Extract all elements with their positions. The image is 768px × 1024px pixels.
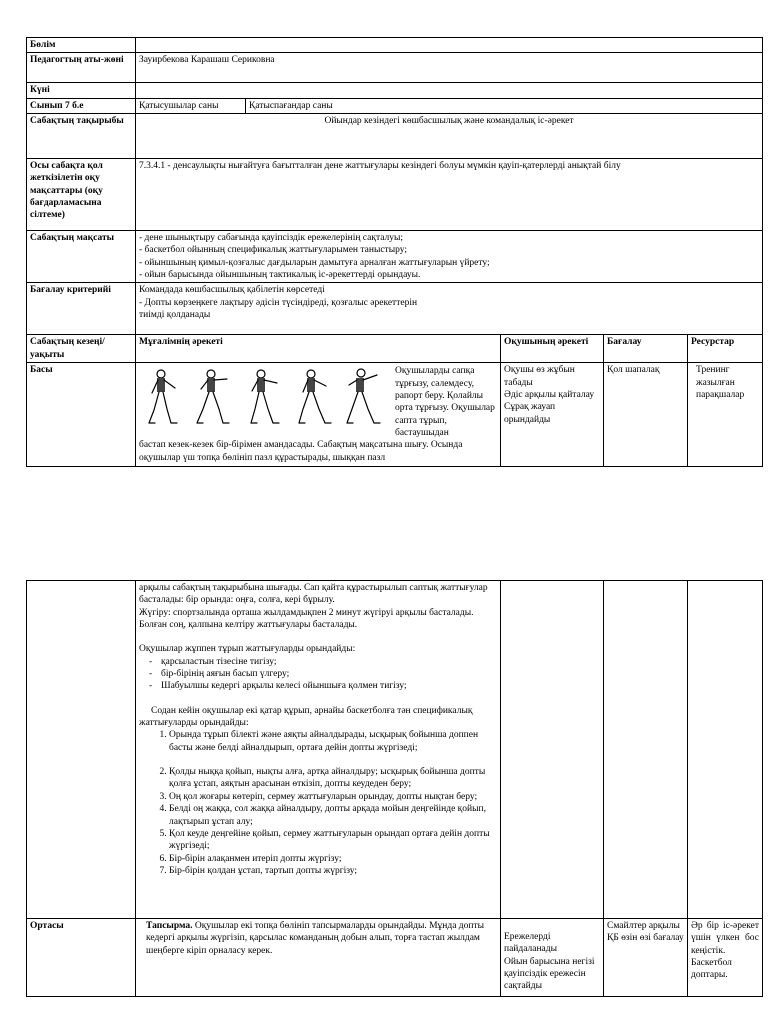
list-item: 6. Бір-бірін алақанмен итеріп допты жүргізу;: [169, 853, 497, 865]
goal-line: - ойын барысында ойыншының тактикалық іс-әрекеттерді орындауы.: [139, 270, 421, 281]
list-item: 4. Белді оң жаққа, сол жаққа айналдыру, допты арқада мойын деңгейінде қойып, лақтырып ұстап алу;: [169, 803, 497, 828]
goal-line: - баскетбол ойынның спецификалық жаттығуларымен таныстыру;: [139, 245, 407, 256]
specific-exercises-list: [139, 729, 497, 877]
header-student-action: Оқушының әрекеті: [501, 335, 604, 363]
continued-paragraph: арқылы сабақтың тақырыбына шығады. Сап қайта құрастырылып саптық жаттығулар басталады: бір орында: оңға, солға, кері бұрылу.: [139, 583, 488, 606]
middle-student-action: [501, 919, 604, 997]
stage-middle-label: Ортасы: [27, 919, 136, 997]
warmup-figures-illustration: [139, 365, 389, 431]
list-item: - Шабуылшы кедергі арқылы келесі ойыншыға қолмен тигізу;: [161, 680, 497, 692]
student-action-line: Ережелерді пайдаланады: [504, 932, 557, 955]
lesson-plan-table-top: [26, 37, 763, 467]
assessment-criteria: [136, 283, 763, 335]
criteria-line: - Допты көрзеңкеге лақтыру әдісін түсіндіреді, қозғалыс әрекеттерін: [139, 297, 418, 308]
list-item: 1. Орында тұрып білекті және аяқты айналдырады, ысқырық бойынша доппен басты және белді айналдырып, ортаға дейін допты жүргізеді;: [169, 729, 497, 754]
goal-line: - ойыншының қимыл-қозғалыс дағдыларын дамытуға арналған жаттығуларын үйрету;: [139, 257, 490, 268]
topic-label: Сабақтың тақырыбы: [27, 114, 136, 159]
lesson-plan-table-bottom: [26, 580, 763, 997]
start-teacher-action: [136, 363, 501, 467]
start-assessment: Қол шапалақ: [604, 363, 688, 467]
continued-teacher-action: [136, 581, 501, 919]
class-label: Сынып 7 б.е: [27, 98, 136, 113]
start-student-action: [501, 363, 604, 467]
header-stage: Сабақтың кезеңі/ уақыты: [27, 335, 136, 363]
teacher-name: Зауирбекова Карашаш Сериковна: [136, 53, 763, 83]
list-item: 2. Қолды ныққа қойып, нықты алға, артқа айналдыру; ысқырық бойынша допты қолға ұстап, аяқтын арасынан өткізіп, допты кеудеден беру;: [169, 766, 497, 791]
start-bottom-text: бастап кезек-кезек бір-бірімен амандасады. Сабақтың мақсатына шығу. Осында оқушылар үш топқа бөлініп пазл құрастырады, шыққан пазл: [139, 440, 463, 463]
section-value: [136, 38, 763, 53]
list-item: 3. Оң қол жоғары көтеріп, сермеу жаттығуларын орындау, допты нықтан беру;: [169, 791, 497, 803]
criteria-line: тиімді қолданады: [139, 310, 211, 321]
student-action-line: Әдіс арқылы қайталау: [504, 390, 595, 401]
continued-stage-cell: [27, 581, 136, 919]
list-item: 7. Бір-бірін қолдан ұстап, тартып допты жүргізу;: [169, 865, 497, 877]
list-item: - бір-бірінің аяғын басып үлгеру;: [161, 668, 497, 680]
criteria-label: Бағалау критерийі: [27, 283, 136, 335]
start-resources: Тренинг жазылған парақшалар: [688, 363, 763, 467]
criteria-line: Командада көшбасшылық қабілетін көрсетеді: [139, 285, 325, 296]
learning-objectives: 7.3.4.1 - денсаулықты нығайтуға бағытталған дене жаттығулары кезіндегі болуы мүмкін қауіп-қатерлерді анықтай білу: [136, 159, 763, 231]
pair-exercises-intro: Оқушылар жұппен тұрып жаттығуларды орындайды:: [139, 644, 356, 655]
goals-label: Сабақтың мақсаты: [27, 231, 136, 283]
task-label: Тапсырма.: [146, 921, 193, 931]
present-count-label: Қатысушылар саны: [136, 98, 246, 113]
goal-line: - дене шынықтыру сабағында қауіпсіздік ережелерінің сақталуы;: [139, 233, 404, 244]
task-text: Оқушылар екі топқа бөлініп тапсырмаларды орындайды. Мұнда допты кедергі арқылы жүргізіп, қарсылас команданың добын алып, торға тастап жылдам шеңберге кіріп орналасу керек.: [146, 921, 485, 956]
header-teacher-action: Мұғалімнің әрекеті: [136, 335, 501, 363]
continued-student-action: [501, 581, 604, 919]
pair-exercises-list: [139, 656, 497, 693]
continued-assessment: [604, 581, 688, 919]
student-action-line: Сұрақ жауап орындайды: [504, 402, 556, 425]
assessment-line: Смайлтер арқылы: [607, 921, 680, 931]
absent-count-label: Қатыспағандар саны: [246, 98, 763, 113]
list-item: 5. Қол кеуде деңгейіне қойып, сермеу жаттығуларын орындап ортаға дейін допты жүргізеді;: [169, 828, 497, 853]
list-item: - қарсыластын тізесіне тигізу;: [161, 656, 497, 668]
middle-resources: Әр бір іс-әрекет үшін үлкен бос кеңістік. Баскетбол доптары.: [688, 919, 763, 997]
continued-resources: [688, 581, 763, 919]
teacher-label: Педагогтың аты-жөні: [27, 53, 136, 83]
start-side-text: Оқушыларды сапқа тұрғызу, сәлемдесу, рапорт беру. Қолайлы орта тұрғызу. Оқушылар сапта тұрып, бастаушыдан: [395, 366, 495, 439]
objectives-label: Осы сабақта қол жеткізілетін оқу мақсаттары (оқу бағдарламасына сілтеме): [27, 159, 136, 231]
section-label: Бөлім: [27, 38, 136, 53]
middle-assessment: [604, 919, 688, 997]
running-paragraph: Жүгіру: спортзалында орташа жылдамдықпен 2 минут жүгіруі арқылы басталады. Болған соң, қалпына келтіру жаттығулары басталады.: [139, 607, 474, 631]
header-assessment: Бағалау: [604, 335, 688, 363]
student-action-line: Оқушы өз жұбын табады: [504, 365, 575, 388]
stage-start-label: Басы: [27, 363, 136, 467]
lesson-goals: [136, 231, 763, 283]
middle-teacher-action: [136, 919, 501, 997]
lesson-topic: Ойындар кезіндегі көшбасшылық және командалық іс-әрекет: [136, 114, 763, 159]
date-label: Күні: [27, 83, 136, 98]
specific-exercises-intro: Содан кейін оқушылар екі қатар құрып, арнайы баскетболға тән спецификалық жаттығуларды орындайды:: [139, 705, 473, 729]
header-resources: Ресурстар: [688, 335, 763, 363]
assessment-line: ҚБ өзін өзі бағалау: [607, 933, 684, 944]
student-action-line: Ойын барысына негізі қауіпсіздік ережесін сақтайды: [504, 956, 595, 992]
date-value: [136, 83, 763, 98]
